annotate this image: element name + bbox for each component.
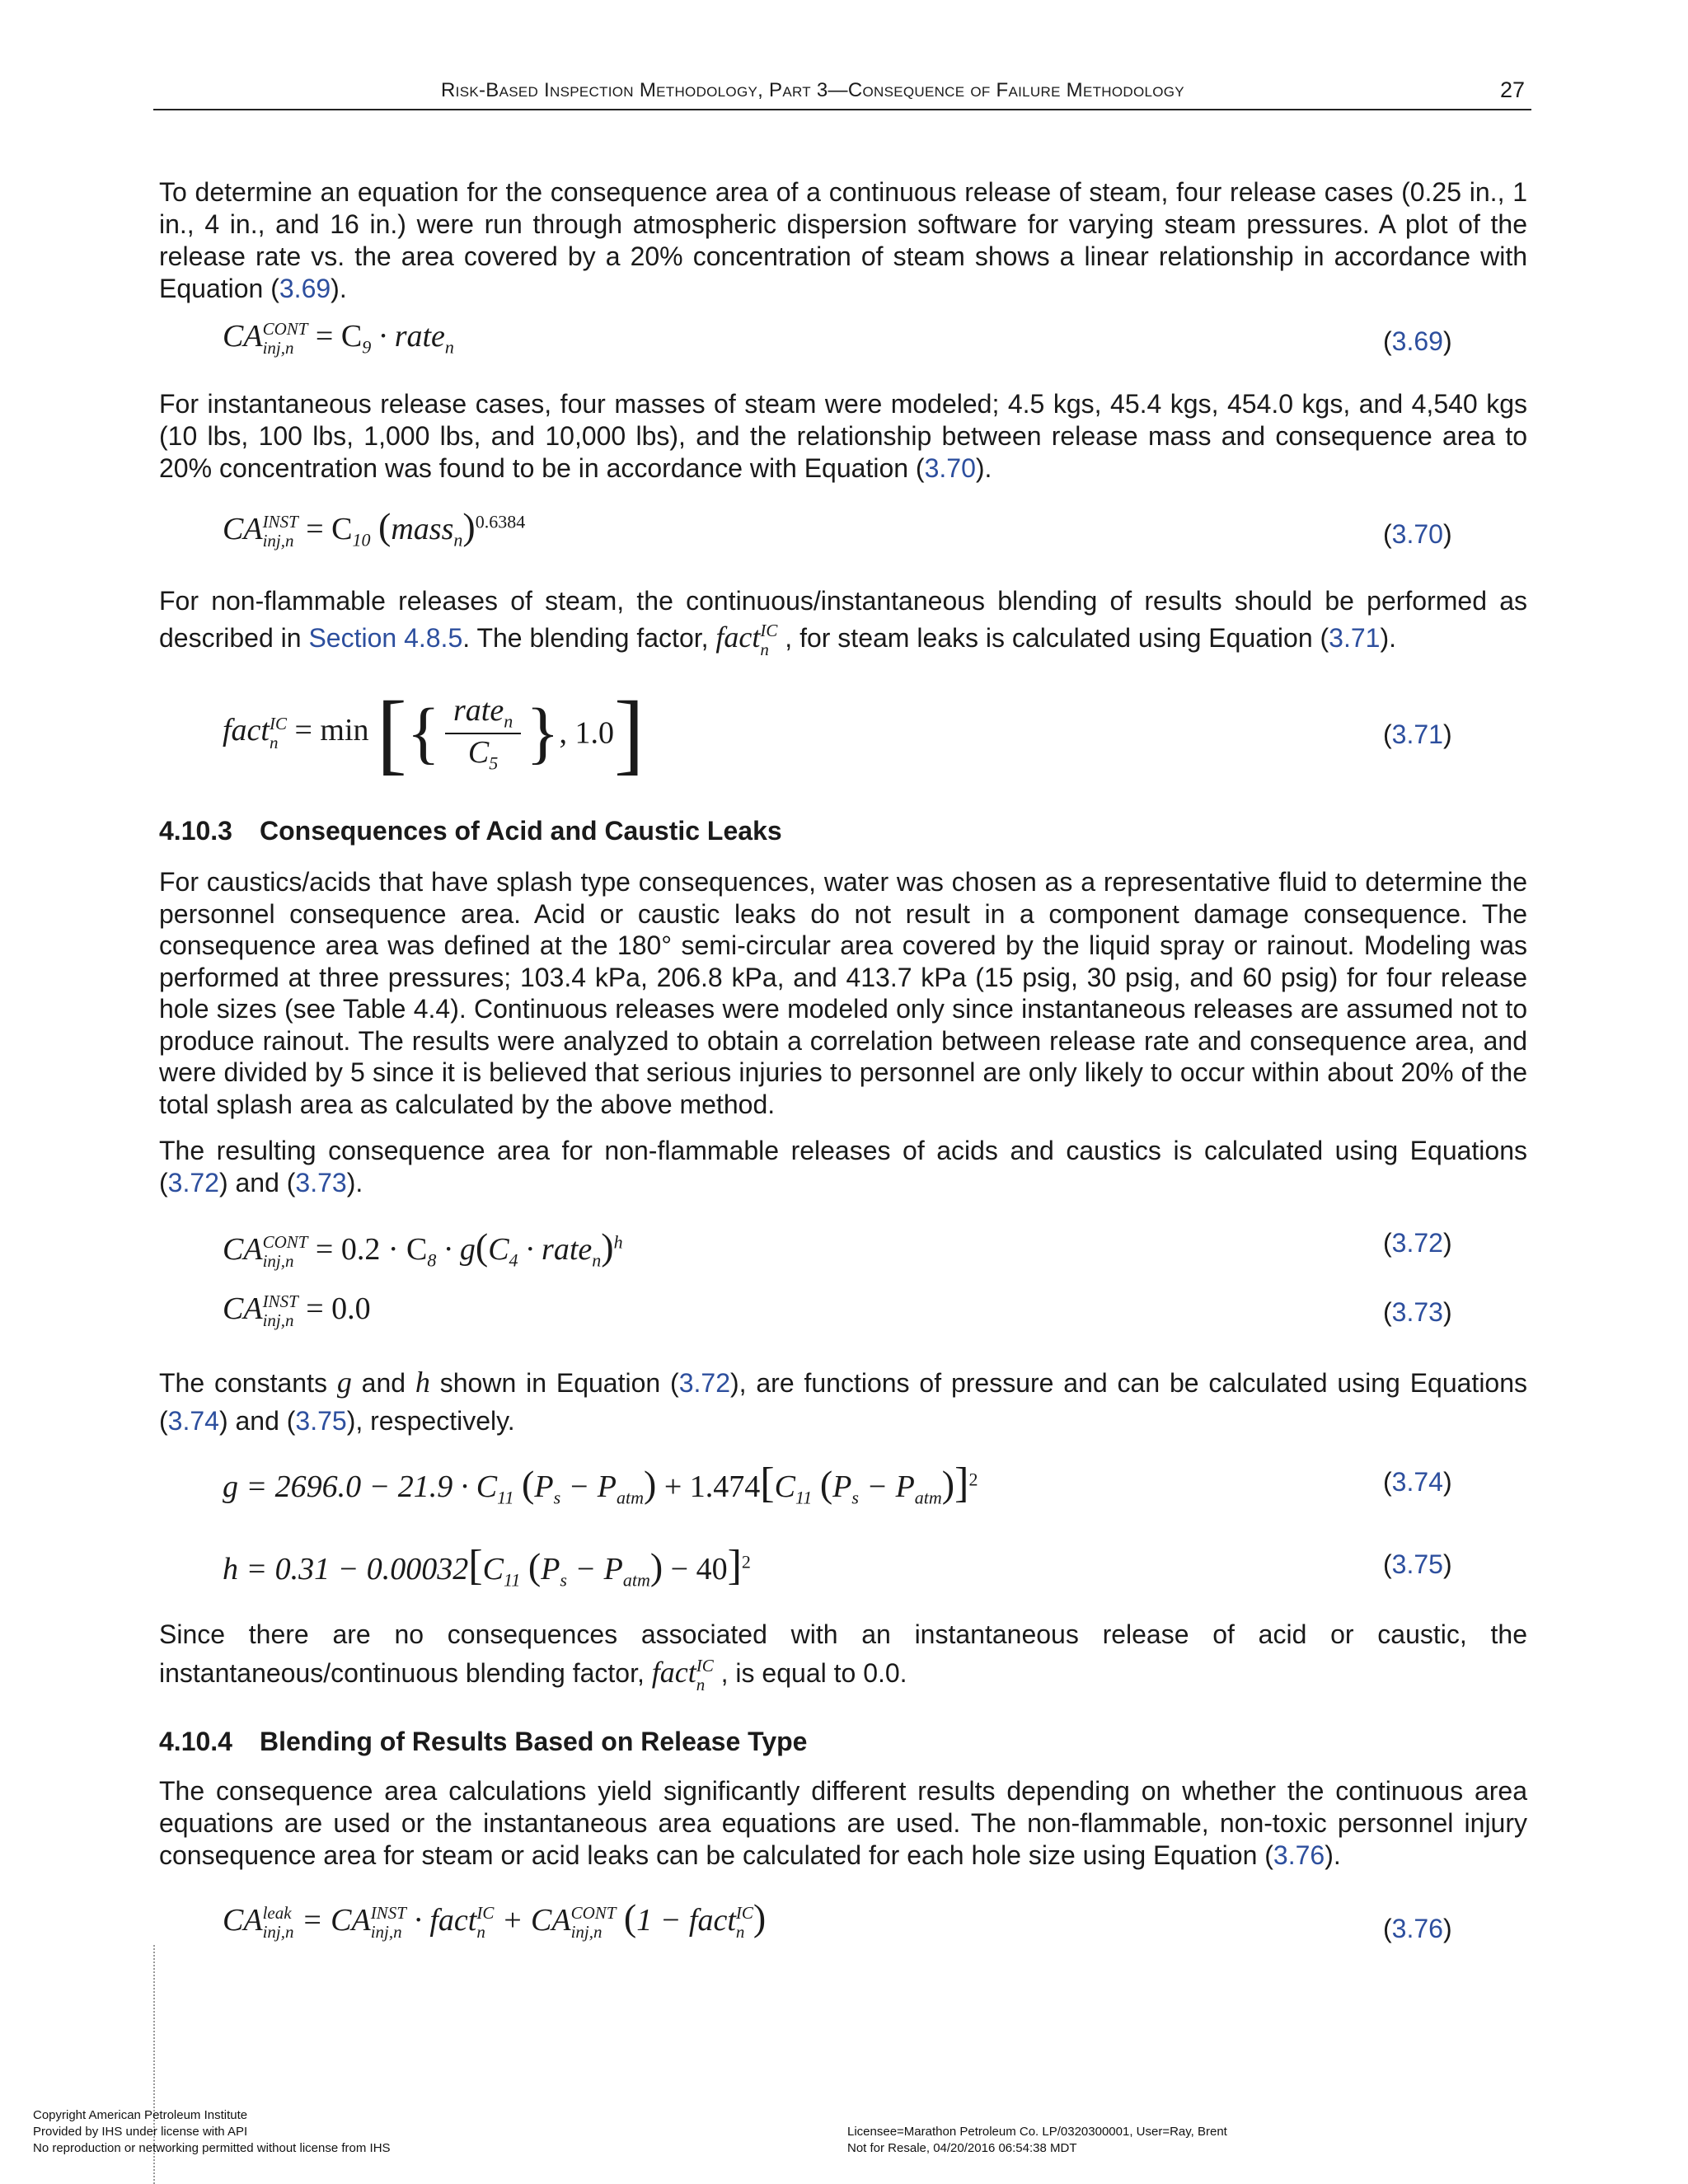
eq-ref-3-72[interactable]: 3.72: [167, 1168, 219, 1197]
eq-ref-3-69[interactable]: 3.69: [279, 274, 331, 303]
section-heading-4-10-3: [159, 816, 782, 846]
eq374-p2: P: [832, 1469, 852, 1504]
eq370-sub: inj,n: [262, 531, 294, 551]
eq371-fact: fact: [223, 713, 270, 748]
eq371-rate: rate: [453, 692, 504, 728]
p8-end: ).: [1325, 1840, 1341, 1870]
p6-h: h: [415, 1366, 430, 1399]
equation-3-73: [223, 1291, 371, 1348]
eq370-mass: mass: [391, 512, 454, 546]
eq375-paren-close: ): [649, 1545, 663, 1587]
equation-3-75: [223, 1541, 751, 1599]
eq370-sup: INST: [262, 512, 298, 532]
equation-3-69: [223, 318, 454, 376]
paragraph-steam-instantaneous: [159, 388, 1527, 485]
heading-title: Consequences of Acid and Caustic Leaks: [260, 816, 782, 846]
footer-right: [847, 2124, 1227, 2157]
eq371-brace-close: }: [526, 695, 560, 771]
eq372-ca: CA: [223, 1232, 263, 1267]
eq375-p-sub: s: [560, 1569, 567, 1591]
eq372-exp: h: [613, 1231, 623, 1253]
p1-text: To determine an equation for the consequence area of a continuous release of steam, four release cases (0.25 in., 1 in., 4 in., and 16 in.) were run through atmospheric dispersion software for varying steam pressures. A plot of the release rate vs. the area covered by a 20% concentration of steam shows a linear relationship in accordance with Equation (: [159, 177, 1527, 303]
paragraph-steam-blending: [159, 583, 1527, 658]
p5-text-a: The resulting consequence area for non-flammable releases of acids and caustics is calculated using Equations (: [159, 1136, 1527, 1197]
paragraph-constants-g-h: [159, 1363, 1527, 1440]
eq372-sub: inj,n: [262, 1251, 294, 1272]
footer-copyright: Copyright American Petroleum Institute: [33, 2108, 248, 2122]
p1-end: ).: [331, 274, 347, 303]
eq373-rhs: = 0.0: [306, 1291, 371, 1326]
p6-g: g: [336, 1366, 352, 1399]
p7-fact-sub: n: [696, 1674, 706, 1694]
paragraph-blending-release-type: [159, 1775, 1527, 1872]
eq376-eq: = CA: [301, 1903, 371, 1938]
p6-text-a: The constants: [159, 1368, 337, 1398]
running-header: [153, 76, 1531, 110]
eq374-p1: P: [534, 1469, 554, 1504]
eq371-number: 3.71: [1391, 719, 1443, 749]
equation-3-74: [223, 1459, 978, 1516]
eq374-paren-2-close: ): [941, 1463, 955, 1505]
eq376-f2-sup: IC: [735, 1903, 753, 1924]
eq376-f1-sup: IC: [476, 1903, 495, 1924]
eq369-c-sub: 9: [362, 336, 372, 358]
p3-fact: fact: [715, 621, 761, 654]
eq372-sup: CONT: [262, 1232, 308, 1253]
eq374-a: g = 2696.0 − 21.9 · C: [223, 1469, 498, 1504]
eq371-bracket-open: [: [377, 682, 407, 783]
equation-number-3-71: (3.71): [1383, 719, 1452, 749]
eq372-c4: C: [488, 1232, 509, 1267]
p7-text-b: , is equal to 0.0.: [713, 1658, 907, 1688]
eq373-sup: INST: [262, 1291, 298, 1312]
eq372-c-sub: 8: [427, 1249, 437, 1271]
p7-fact-sup: IC: [696, 1655, 714, 1675]
equation-3-70: [223, 504, 525, 562]
eq-ref-3-75[interactable]: 3.75: [295, 1406, 347, 1436]
p6-end: ), respectively.: [346, 1406, 515, 1436]
eq371-sub: n: [269, 732, 279, 752]
equation-3-76: [223, 1896, 766, 1953]
eq376-paren-close: ): [753, 1896, 767, 1938]
equation-number-3-74: (3.74): [1383, 1467, 1452, 1497]
eq370-paren-open: (: [378, 505, 392, 547]
eq-ref-3-71[interactable]: 3.71: [1329, 623, 1381, 653]
eq374-number: 3.74: [1391, 1467, 1443, 1497]
p3-fact-sup: IC: [760, 620, 778, 640]
eq370-paren-close: ): [462, 505, 476, 547]
eq374-paren-1-close: ): [643, 1463, 657, 1505]
eq-ref-3-73[interactable]: 3.73: [295, 1168, 347, 1197]
equation-3-72: [223, 1225, 623, 1282]
eq371-rate-sub: n: [504, 710, 513, 732]
eq375-bracket-open: [: [468, 1542, 483, 1589]
footer-left: [33, 2107, 391, 2157]
eq374-minus: − P: [560, 1469, 617, 1504]
eq376-cont-sup: CONT: [570, 1903, 617, 1924]
eq376-sup: leak: [262, 1903, 292, 1924]
eq375-tail: − 40: [663, 1552, 728, 1586]
eq375-minus: − P: [566, 1552, 623, 1586]
p6-text-e: ) and (: [218, 1406, 296, 1436]
footer-provided: Provided by IHS under license with API: [33, 2125, 248, 2139]
eq375-bracket-close: ]: [727, 1542, 742, 1589]
eq372-number: 3.72: [1391, 1228, 1443, 1258]
eq371-tail: , 1.0: [559, 715, 615, 751]
section-ref-4-8-5[interactable]: Section 4.8.5: [308, 623, 463, 653]
eq372-rhs: = 0.2 · C: [315, 1232, 428, 1267]
eq371-sup: IC: [269, 713, 287, 733]
section-heading-4-10-4: [159, 1727, 807, 1757]
paragraph-no-instantaneous-consequence: [159, 1615, 1527, 1694]
eq374-p1-sub: s: [553, 1487, 561, 1508]
eq374-exp: 2: [968, 1469, 978, 1490]
equation-number-3-76: (3.76): [1383, 1914, 1452, 1943]
p7-text-a: Since there are no consequences associated with an instantaneous release of acid or caustic, the instantaneous/continuous blending factor,: [159, 1619, 1527, 1688]
eq369-ca: CA: [223, 319, 263, 354]
eq374-c-sub: 11: [795, 1487, 813, 1508]
p8-text-a: The consequence area calculations yield significantly different results depending on whether the continuous area equations are used or the instantaneous area equations are used. The non-flammable, non-toxic personnel injury consequence area for steam or acid leaks can be calculated for each hole size using Equation (: [159, 1776, 1527, 1870]
equation-number-3-73: (3.73): [1383, 1297, 1452, 1327]
eq372-rate: · rate: [518, 1232, 593, 1267]
eq374-p2-sub: s: [851, 1487, 859, 1508]
eq375-paren-open: (: [528, 1545, 542, 1587]
eq374-patm2-sub: atm: [914, 1487, 942, 1508]
eq374-bracket-open: [: [760, 1460, 775, 1507]
eq370-rhs: = C: [306, 512, 353, 546]
eq-ref-3-74[interactable]: 3.74: [167, 1406, 219, 1436]
eq371-brace-open: {: [406, 695, 440, 771]
eq369-rate: · rate: [371, 319, 445, 354]
p3-end: ).: [1380, 623, 1396, 653]
p7-fact: fact: [651, 1656, 696, 1689]
eq375-p: P: [541, 1552, 560, 1586]
footer-licensee: Licensee=Marathon Petroleum Co. LP/0320300001, User=Ray, Brent: [847, 2125, 1227, 2139]
p6-text-d: ), are functions of pressure and can be calculated using Equations (: [159, 1368, 1528, 1436]
footer-not-for-resale: Not for Resale, 04/20/2016 06:54:38 MDT: [847, 2141, 1077, 2155]
eq370-c-sub: 10: [352, 529, 371, 551]
eq370-mass-sub: n: [453, 529, 463, 551]
p2-end: ).: [975, 453, 992, 483]
paragraph-steam-continuous: [159, 176, 1527, 305]
eq-ref-3-76[interactable]: 3.76: [1273, 1840, 1325, 1870]
eq369-number: 3.69: [1391, 326, 1443, 356]
eq373-number: 3.73: [1391, 1297, 1443, 1327]
eq-ref-3-70[interactable]: 3.70: [924, 453, 976, 483]
eq376-paren-open: (: [623, 1896, 637, 1938]
equation-3-71: [223, 681, 645, 788]
paragraph-resulting-area: [159, 1135, 1527, 1199]
eq376-f1-sub: n: [476, 1922, 485, 1943]
eq376-fact1: · fact: [406, 1903, 477, 1938]
eq374-c: C: [774, 1469, 795, 1504]
p5-end: ).: [346, 1168, 363, 1197]
p4-text: For caustics/acids that have splash type consequences, water was chosen as a representative fluid to determine the personnel consequence area. Acid or caustic leaks do not result in a component damage consequence. The consequence area was defined at the 180° semi-circular area covered by the liquid spray or rainout. Modeling was performed at three pressures; 103.4 kPa, 206.8 kPa, and 413.7 kPa (15 psig, 30 psig, and 60 psig) for four release hole sizes (see Table 4.4). Continuous releases were modeled only since instantaneous releases are assumed not to produce rainout. The results were analyzed to obtain a correlation between release rate and consequence area, and were divided by 5 since it is believed that serious injuries to personnel are only likely to occur within about 20% of the total splash area as calculated by the above method.: [159, 867, 1527, 1119]
eq375-exp: 2: [741, 1551, 751, 1572]
eq374-b: + 1.474: [656, 1469, 761, 1504]
eq376-sub: inj,n: [262, 1922, 294, 1943]
equation-number-3-69: (3.69): [1383, 326, 1452, 356]
eq376-inst-sup: INST: [370, 1903, 406, 1924]
equation-number-3-75: (3.75): [1383, 1549, 1452, 1579]
eq374-paren-2-open: (: [819, 1463, 833, 1505]
heading-title-2: Blending of Results Based on Release Type: [260, 1727, 808, 1756]
equation-number-3-70: (3.70): [1383, 519, 1452, 549]
page-number: 27: [1499, 77, 1525, 102]
p3-text-c: , for steam leaks is calculated using Equation (: [777, 623, 1329, 653]
eq375-c-sub: 11: [503, 1569, 521, 1591]
eq376-plus: + CA: [494, 1903, 571, 1938]
eq376-one-minus-fact: 1 − fact: [636, 1903, 736, 1938]
eq372-rate-sub: n: [592, 1249, 602, 1271]
eq376-ca: CA: [223, 1903, 263, 1938]
p6-text-c: shown in Equation (: [429, 1368, 679, 1398]
eq369-sub: inj,n: [262, 338, 294, 359]
eq374-paren-1-open: (: [522, 1463, 535, 1505]
eq369-sup: CONT: [262, 319, 308, 340]
eq376-number: 3.76: [1391, 1914, 1443, 1943]
p2-text: For instantaneous release cases, four masses of steam were modeled; 4.5 kgs, 45.4 kgs, 454.0 kgs, and 4,540 kgs (10 lbs, 100 lbs, 1,000 lbs, and 10,000 lbs), and the relationship between release mass and consequence area to 20% concentration was found to be in accordance with Equation (: [159, 389, 1527, 483]
eq375-patm-sub: atm: [622, 1569, 650, 1591]
equation-number-3-72: (3.72): [1383, 1228, 1452, 1258]
paragraph-acid-caustic: [159, 866, 1527, 1120]
p6-text-b: and: [351, 1368, 415, 1398]
eq372-paren-close: ): [601, 1226, 614, 1268]
eq371-c-sub: 5: [489, 752, 499, 774]
eq370-exp: 0.6384: [475, 511, 526, 532]
p3-fact-sub: n: [760, 639, 769, 659]
eq-ref-3-72-b[interactable]: 3.72: [678, 1368, 730, 1398]
footer-no-reproduction: No reproduction or networking permitted without license from IHS: [33, 2141, 391, 2155]
eq376-f2-sub: n: [735, 1922, 745, 1943]
heading-number: 4.10.3: [159, 816, 232, 846]
eq372-paren-open: (: [475, 1226, 489, 1268]
p3-text-a: For non-flammable releases of steam, the continuous/instantaneous blending of results should be performed as described in: [159, 586, 1527, 653]
eq375-a: h = 0.31 − 0.00032: [223, 1552, 469, 1586]
heading-number-2: 4.10.4: [159, 1727, 232, 1756]
eq371-c: C: [467, 734, 490, 770]
eq375-number: 3.75: [1391, 1549, 1443, 1579]
eq374-patm-sub: atm: [616, 1487, 644, 1508]
eq373-ca: CA: [223, 1291, 263, 1326]
eq372-g: · g: [436, 1232, 476, 1267]
eq374-minus2: − P: [858, 1469, 915, 1504]
eq374-bracket-close: ]: [954, 1460, 969, 1507]
p3-text-b: . The blending factor,: [462, 623, 716, 653]
eq375-c: C: [482, 1552, 504, 1586]
eq373-sub: inj,n: [262, 1310, 294, 1331]
running-header-title: Risk-Based Inspection Methodology, Part 3—Consequence of Failure Methodology: [441, 79, 1184, 101]
p5-text-b: ) and (: [218, 1168, 296, 1197]
eq369-rate-sub: n: [444, 336, 454, 358]
eq369-rhs: = C: [315, 319, 363, 354]
eq372-c4-sub: 4: [509, 1249, 518, 1271]
eq376-cont-sub: inj,n: [570, 1922, 603, 1943]
eq374-a-sub: 11: [497, 1487, 514, 1508]
eq376-inst-sub: inj,n: [370, 1922, 402, 1943]
eq370-number: 3.70: [1391, 519, 1443, 549]
eq371-bracket-close: ]: [614, 682, 645, 783]
eq371-min: = min: [294, 713, 369, 748]
eq370-ca: CA: [223, 512, 263, 546]
